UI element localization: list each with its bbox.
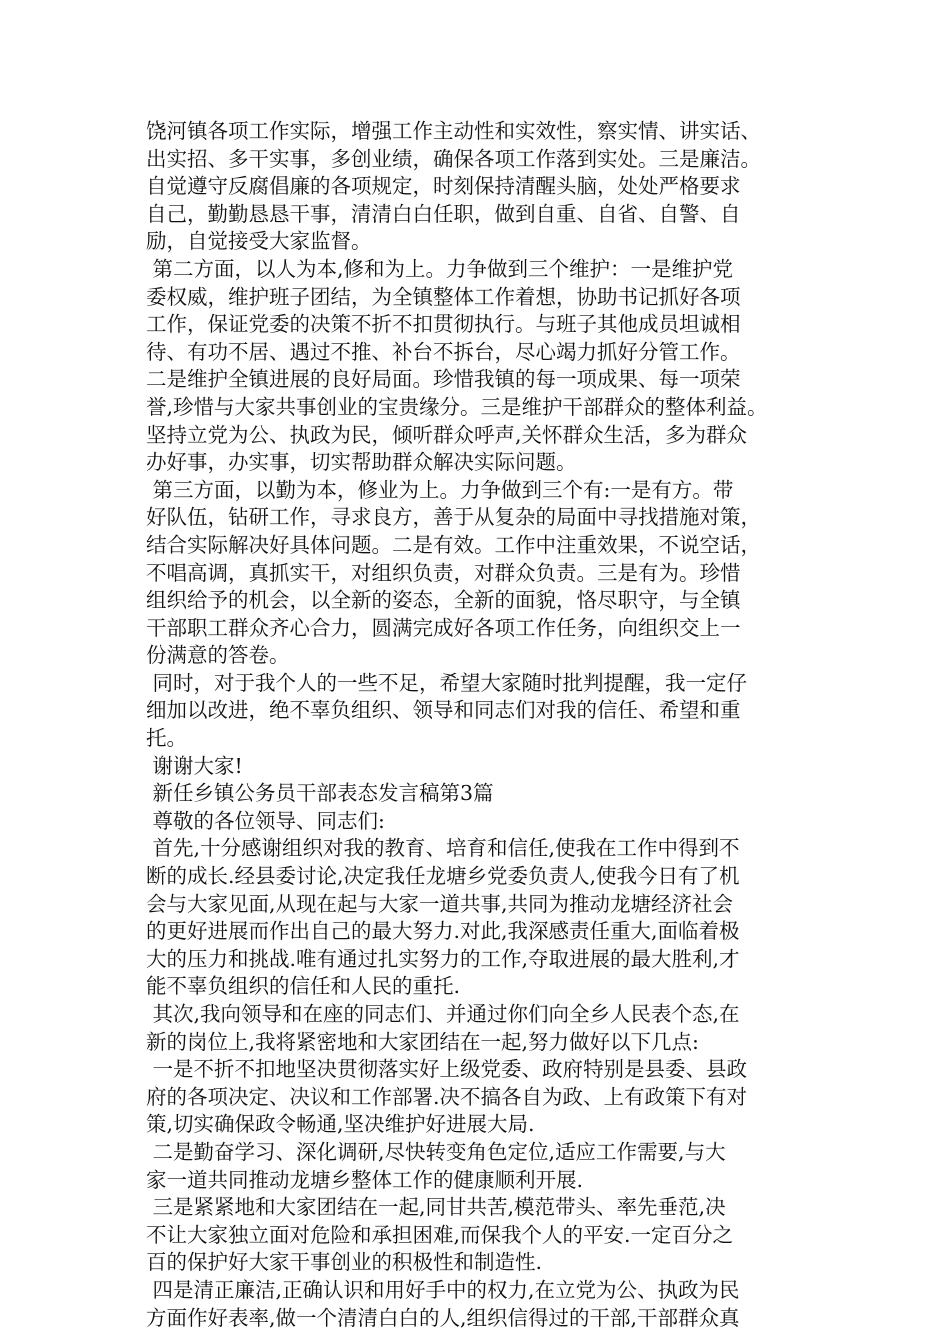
text-line: 会与大家见面,从现在起与大家一道共事,共同为推动龙塘经济社会 [146, 891, 734, 916]
text-line: 第三方面，以勤为本，修业为上。力争做到三个有:一是有方。带 [146, 477, 734, 502]
paragraph [146, 256, 806, 477]
text-line: 三是紧紧地和大家团结在一起,同甘共苦,模范带头、率先垂范,决 [146, 1195, 726, 1220]
text-line: 府的各项决定、决议和工作部署.决不搞各自为政、上有政策下有对 [146, 1084, 748, 1109]
text-line: 断的成长.经县委讨论,决定我任龙塘乡党委负责人,使我今日有了机 [146, 864, 740, 889]
text-line: 自己，勤勤恳恳干事，清清白白任职，做到自重、自省、自警、自 [146, 201, 741, 226]
text-line: 第二方面，以人为本,修和为上。力争做到三个维护：一是维护党 [146, 256, 734, 281]
text-line: 励，自觉接受大家监督。 [146, 229, 372, 254]
text-line: 出实招、多干实事，多创业绩，确保各项工作落到实处。三是廉洁。 [146, 146, 761, 171]
text-line: 不唱高调，真抓实干，对组织负责，对群众负责。三是有为。珍惜 [146, 560, 741, 585]
text-line: 干部职工群众齐心合力，圆满完成好各项工作任务，向组织交上一 [146, 615, 741, 640]
text-line: 坚持立党为公、执政为民，倾听群众呼声,关怀群众生活，多为群众 [146, 422, 748, 447]
text-line: 不让大家独立面对危险和承担困难,而保我个人的平安.一定百分之 [146, 1222, 734, 1247]
text-line: 同时，对于我个人的一些不足，希望大家随时批判提醒，我一定仔 [146, 670, 748, 695]
text-line: 委权威，维护班子团结，为全镇整体工作着想，协助书记抓好各项 [146, 284, 741, 309]
paragraph [146, 1194, 806, 1277]
text-line: 新任乡镇公务员干部表态发言稿第3篇 [146, 781, 494, 806]
text-line: 份满意的答卷。 [146, 643, 290, 668]
paragraph [146, 477, 806, 670]
text-line: 誉,珍惜与大家共事创业的宝贵缘分。三是维护干部群众的整体利益。 [146, 394, 768, 419]
text-line: 二是维护全镇进展的良好局面。珍惜我镇的每一项成果、每一项荣 [146, 367, 741, 392]
text-line: 大的压力和挑战.唯有通过扎实努力的工作,夺取进展的最大胜利,才 [146, 946, 740, 971]
text-line: 二是勤奋学习、深化调研,尽快转变角色定位,适应工作需要,与大 [146, 1139, 726, 1164]
text-line: 首先,十分感谢组织对我的教育、培育和信任,使我在工作中得到不 [146, 836, 740, 861]
text-line: 策,切实确保政令畅通,坚决维护好进展大局. [146, 1112, 535, 1137]
text-line: 能不辜负组织的信任和人民的重托. [146, 974, 461, 999]
paragraph [146, 670, 806, 753]
text-line: 饶河镇各项工作实际，增强工作主动性和实效性，察实情、讲实话、 [146, 119, 761, 143]
text-line: 结合实际解决好具体问题。二是有效。工作中注重效果，不说空话， [146, 532, 761, 557]
text-line: 自觉遵守反腐倡廉的各项规定，时刻保持清醒头脑，处处严格要求 [146, 174, 741, 199]
text-line: 办好事，办实事，切实帮助群众解决实际问题。 [146, 450, 577, 475]
text-line: 组织给予的机会，以全新的姿态，全新的面貌，恪尽职守，与全镇 [146, 588, 741, 613]
text-line: 百的保护好大家干事创业的积极性和制造性. [146, 1250, 543, 1275]
text-line: 工作，保证党委的决策不折不扣贯彻执行。与班子其他成员坦诚相 [146, 312, 741, 337]
paragraph [146, 1277, 806, 1332]
paragraph [146, 753, 806, 781]
text-line: 的更好进展而作出自己的最大努力.对此,我深感责任重大,面临着极 [146, 919, 740, 944]
text-line: 谢谢大家! [146, 753, 243, 778]
paragraph [146, 780, 806, 808]
text-line: 家一道共同推动龙塘乡整体工作的健康顺利开展. [146, 1167, 584, 1192]
document-page [146, 118, 806, 1332]
paragraph [146, 1139, 806, 1194]
text-line: 细加以改进，绝不辜负组织、领导和同志们对我的信任、希望和重 [146, 698, 741, 723]
text-line: 新的岗位上,我将紧密地和大家团结在一起,努力做好以下几点: [146, 1029, 699, 1054]
paragraph [146, 808, 806, 836]
text-line: 尊敬的各位领导、同志们: [146, 808, 385, 833]
text-line: 四是清正廉洁,正确认识和用好手中的权力,在立党为公、执政为民 [146, 1277, 740, 1302]
text-line: 好队伍，钻研工作，寻求良方，善于从复杂的局面中寻找措施对策， [146, 505, 761, 530]
text-line: 一是不折不扣地坚决贯彻落实好上级党委、政府特别是县委、县政 [146, 1057, 748, 1082]
paragraph [146, 835, 806, 1001]
text-line: 托。 [146, 726, 187, 751]
text-line: 其次,我向领导和在座的同志们、并通过你们向全乡人民表个态,在 [146, 1002, 740, 1026]
paragraph [146, 1001, 806, 1056]
text-line: 待、有功不居、遇过不推、补台不拆台，尽心竭力抓好分管工作。 [146, 339, 741, 364]
paragraph [146, 1056, 806, 1139]
paragraph [146, 118, 806, 256]
text-line: 方面作好表率,做一个清清白白的人,组织信得过的干部,干部群众真 [146, 1305, 740, 1330]
